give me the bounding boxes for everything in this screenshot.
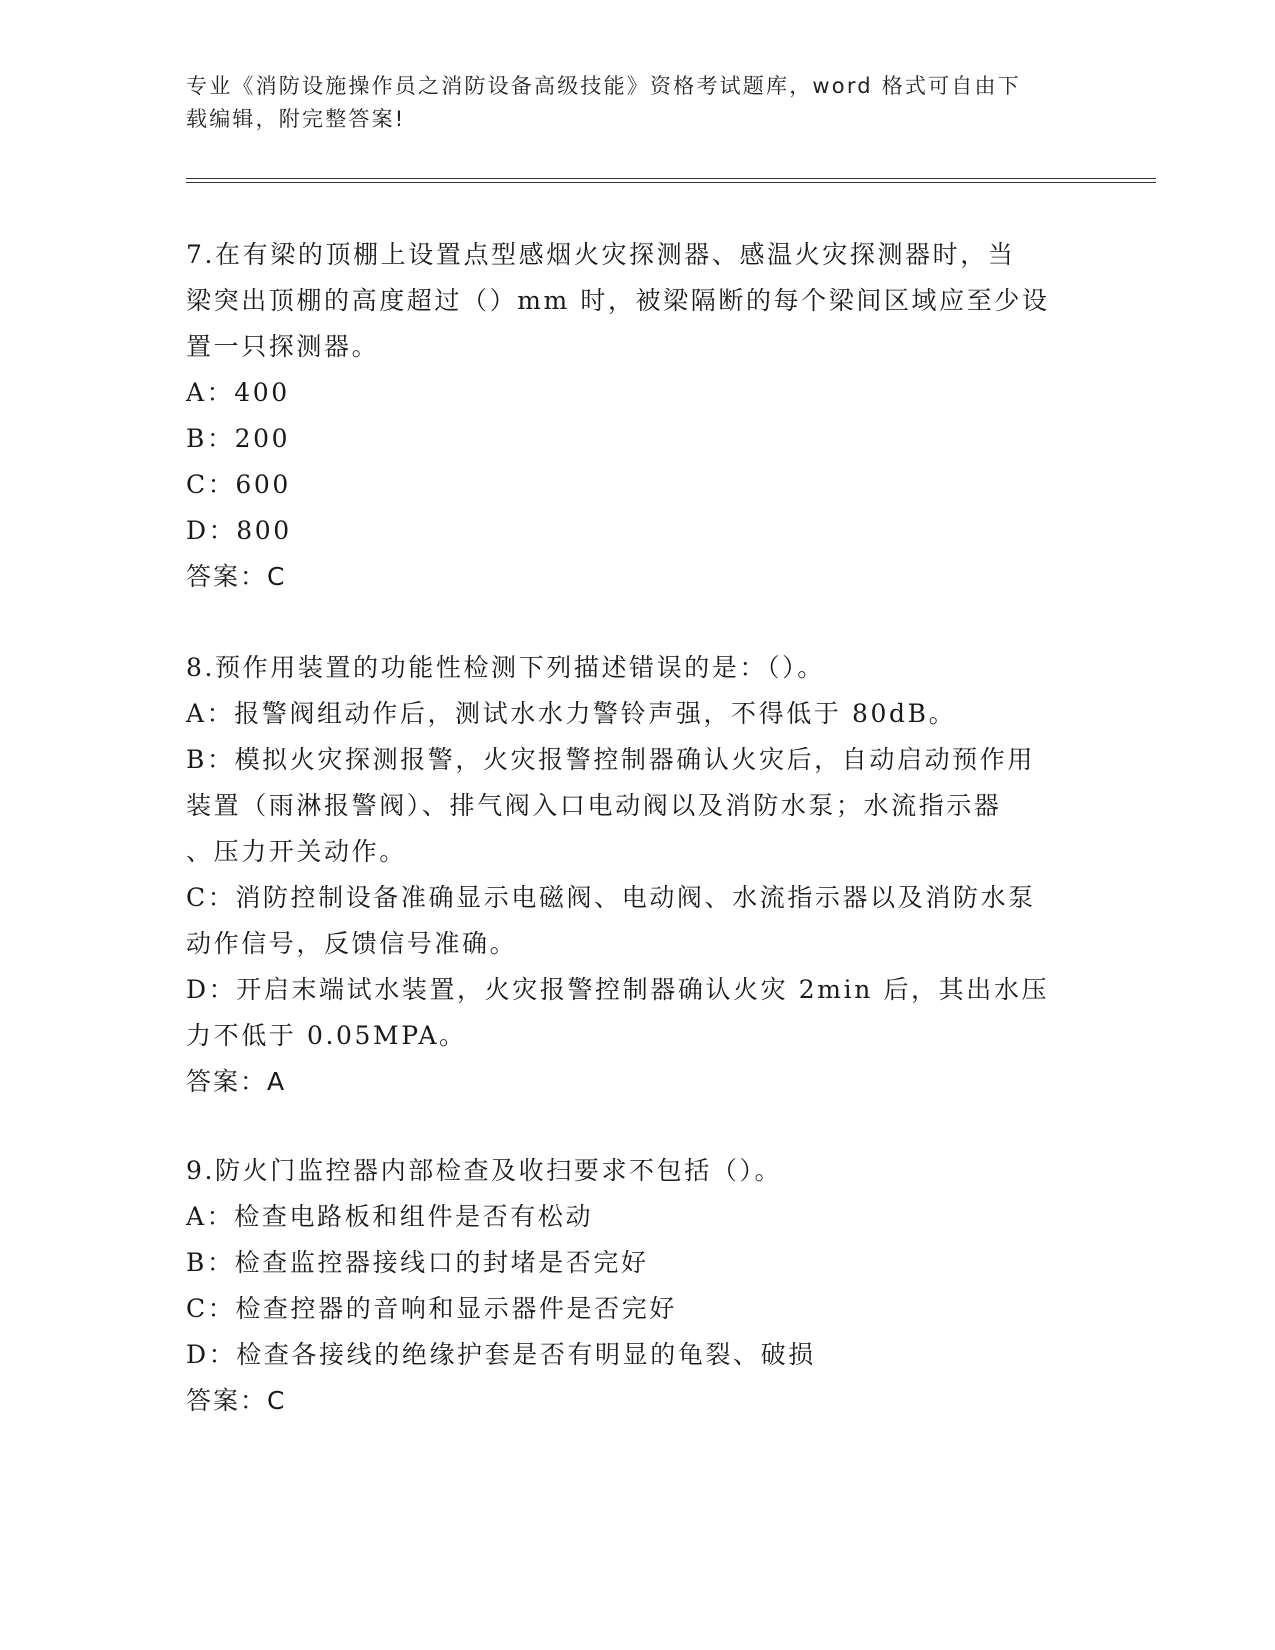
answer: 答案：C xyxy=(186,1386,287,1415)
option-c: C：600 xyxy=(186,470,291,499)
question-7 xyxy=(186,232,1086,600)
question-8 xyxy=(186,645,1086,1105)
option-a: A：报警阀组动作后，测试水水力警铃声强，不得低于 80dB。 xyxy=(186,699,957,728)
option-b: B：检查监控器接线口的封堵是否完好 xyxy=(186,1248,649,1277)
question-text-line: 梁突出顶棚的高度超过（）mm 时，被梁隔断的每个梁间区域应至少设 xyxy=(186,286,1050,315)
question-text-line: 置一只探测器。 xyxy=(186,332,380,361)
option-a: A：400 xyxy=(186,378,290,407)
option-c-line: 动作信号，反馈信号准确。 xyxy=(186,929,518,958)
option-b-line: B：模拟火灾探测报警，火灾报警控制器确认火灾后，自动启动预作用 xyxy=(186,745,1035,774)
question-text-line: 8.预作用装置的功能性检测下列描述错误的是：（）。 xyxy=(186,653,825,682)
answer: 答案：C xyxy=(186,562,287,591)
header-line-2: 载编辑，附完整答案! xyxy=(186,107,406,131)
option-d-line: D：开启末端试水装置，火灾报警控制器确认火灾 2min 后，其出水压 xyxy=(186,975,1050,1004)
question-text-line: 9.防火门监控器内部检查及收扫要求不包括（）。 xyxy=(186,1156,783,1185)
document-header xyxy=(186,70,1086,136)
option-c: C：检查控器的音响和显示器件是否完好 xyxy=(186,1294,677,1323)
option-b-line: 装置（雨淋报警阀）、排气阀入口电动阀以及消防水泵；水流指示器 xyxy=(186,791,1002,820)
option-b: B：200 xyxy=(186,424,291,453)
header-divider xyxy=(186,178,1156,183)
question-text-line: 7.在有梁的顶棚上设置点型感烟火灾探测器、感温火灾探测器时，当 xyxy=(186,240,1016,269)
option-d-line: 力不低于 0.05MPA。 xyxy=(186,1021,467,1050)
option-c-line: C：消防控制设备准确显示电磁阀、电动阀、水流指示器以及消防水泵 xyxy=(186,883,1036,912)
option-b-line: 、压力开关动作。 xyxy=(186,837,407,866)
question-9 xyxy=(186,1148,1086,1424)
option-a: A：检查电路板和组件是否有松动 xyxy=(186,1202,594,1231)
option-d: D：800 xyxy=(186,516,292,545)
option-d: D：检查各接线的绝缘护套是否有明显的龟裂、破损 xyxy=(186,1340,816,1369)
header-line-1: 专业《消防设施操作员之消防设备高级技能》资格考试题库，word 格式可自由下 xyxy=(186,74,1021,98)
answer: 答案：A xyxy=(186,1067,287,1096)
